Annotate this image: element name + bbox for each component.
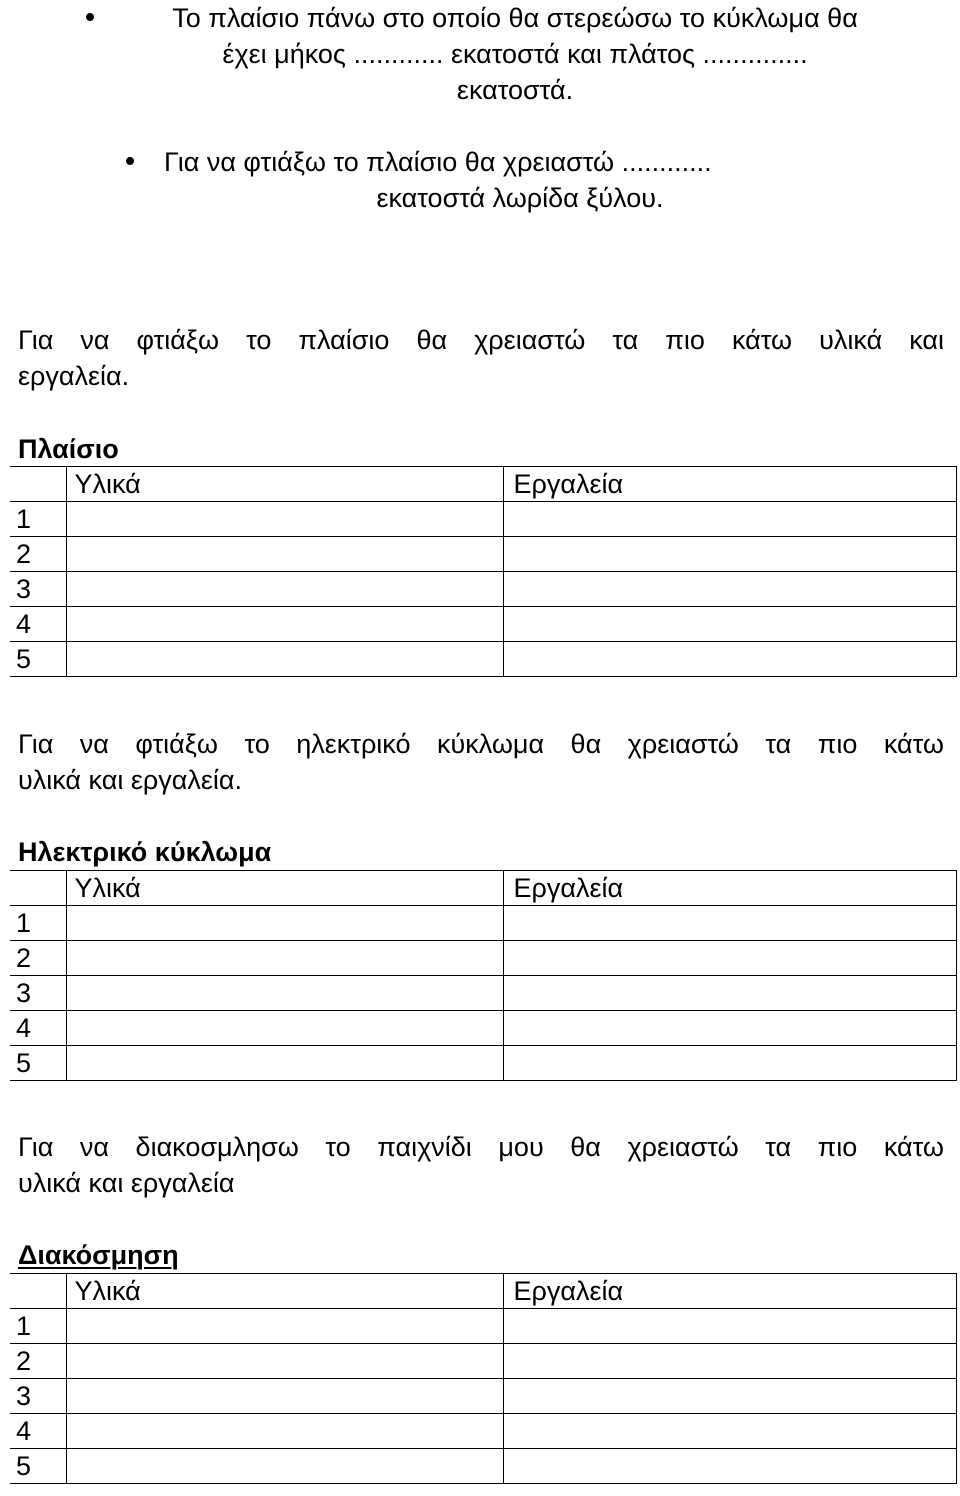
materials-cell[interactable] — [66, 1046, 503, 1081]
row-number: 3 — [10, 1379, 66, 1414]
row-number-header — [10, 871, 66, 906]
table-row — [10, 642, 956, 677]
table-row — [10, 1344, 956, 1379]
materials-cell[interactable] — [66, 1414, 503, 1449]
materials-header: Υλικά — [66, 871, 503, 906]
tools-cell[interactable] — [503, 1379, 956, 1414]
tools-cell[interactable] — [503, 1011, 956, 1046]
tools-cell[interactable] — [503, 537, 956, 572]
bullet-dot-icon — [126, 157, 134, 165]
paragraph-line: Για να διακοσμλησω το παιχνίδι μου θα χρειαστώ τα πιο κάτω — [18, 1132, 944, 1162]
materials-cell[interactable] — [66, 642, 503, 677]
circuit-materials-table — [10, 870, 957, 1081]
materials-cell[interactable] — [66, 537, 503, 572]
materials-cell[interactable] — [66, 502, 503, 537]
table-row — [10, 906, 956, 941]
tools-cell[interactable] — [503, 941, 956, 976]
table-header-row — [10, 467, 956, 502]
circuit-intro-paragraph — [18, 726, 944, 798]
table-row — [10, 1414, 956, 1449]
materials-cell[interactable] — [66, 572, 503, 607]
materials-cell[interactable] — [66, 976, 503, 1011]
materials-cell[interactable] — [66, 1011, 503, 1046]
tools-header: Εργαλεία — [503, 871, 956, 906]
table-row — [10, 1046, 956, 1081]
tools-cell[interactable] — [503, 642, 956, 677]
paragraph-line: εργαλεία. — [18, 361, 130, 391]
materials-cell[interactable] — [66, 941, 503, 976]
bullet-item-wood-strip — [160, 144, 880, 216]
table-row — [10, 537, 956, 572]
materials-cell[interactable] — [66, 607, 503, 642]
row-number: 5 — [10, 1046, 66, 1081]
tools-cell[interactable] — [503, 572, 956, 607]
bullet-dot-icon — [86, 13, 94, 21]
table-row — [10, 941, 956, 976]
bullet-line: Το πλαίσιο πάνω στο οποίο θα στερεώσω το κύκλωμα θα — [172, 3, 858, 33]
tools-cell[interactable] — [503, 1449, 956, 1484]
decoration-section-title: Διακόσμηση — [18, 1240, 179, 1270]
bullet-line: εκατοστά λωρίδα ξύλου. — [376, 183, 664, 213]
table-row — [10, 976, 956, 1011]
row-number: 3 — [10, 976, 66, 1011]
table-row — [10, 607, 956, 642]
table-row — [10, 1449, 956, 1484]
decoration-materials-table — [10, 1273, 957, 1484]
materials-header: Υλικά — [66, 1274, 503, 1309]
row-number: 5 — [10, 1449, 66, 1484]
row-number-header — [10, 1274, 66, 1309]
table-header-row — [10, 871, 956, 906]
paragraph-line: Για να φτιάξω το ηλεκτρικό κύκλωμα θα χρειαστώ τα πιο κάτω — [18, 729, 944, 759]
materials-cell[interactable] — [66, 1344, 503, 1379]
row-number-header — [10, 467, 66, 502]
tools-cell[interactable] — [503, 1344, 956, 1379]
tools-cell[interactable] — [503, 502, 956, 537]
row-number: 2 — [10, 941, 66, 976]
row-number: 1 — [10, 906, 66, 941]
tools-cell[interactable] — [503, 1414, 956, 1449]
paragraph-line: υλικά και εργαλεία — [18, 1168, 235, 1198]
materials-cell[interactable] — [66, 1379, 503, 1414]
row-number: 4 — [10, 1414, 66, 1449]
row-number: 2 — [10, 537, 66, 572]
tools-cell[interactable] — [503, 607, 956, 642]
row-number: 4 — [10, 607, 66, 642]
bullet-line: έχει μήκος ............ εκατοστά και πλάτος .............. — [222, 39, 808, 69]
materials-cell[interactable] — [66, 1449, 503, 1484]
row-number: 3 — [10, 572, 66, 607]
table-row — [10, 1309, 956, 1344]
frame-materials-table — [10, 466, 957, 677]
row-number: 4 — [10, 1011, 66, 1046]
bullet-line: Για να φτιάξω το πλαίσιο θα χρειαστώ ............ — [164, 147, 712, 177]
materials-header: Υλικά — [66, 467, 503, 502]
row-number: 1 — [10, 502, 66, 537]
table-row — [10, 502, 956, 537]
tools-cell[interactable] — [503, 976, 956, 1011]
tools-cell[interactable] — [503, 1309, 956, 1344]
tools-header: Εργαλεία — [503, 1274, 956, 1309]
bullet-item-frame-size — [120, 0, 910, 108]
frame-intro-paragraph — [18, 322, 944, 394]
table-header-row — [10, 1274, 956, 1309]
tools-cell[interactable] — [503, 906, 956, 941]
table-row — [10, 1379, 956, 1414]
row-number: 1 — [10, 1309, 66, 1344]
materials-cell[interactable] — [66, 1309, 503, 1344]
row-number: 2 — [10, 1344, 66, 1379]
decoration-intro-paragraph — [18, 1129, 944, 1201]
paragraph-line: Για να φτιάξω το πλαίσιο θα χρειαστώ τα πιο κάτω υλικά και — [18, 325, 944, 355]
materials-cell[interactable] — [66, 906, 503, 941]
tools-header: Εργαλεία — [503, 467, 956, 502]
bullet-line: εκατοστά. — [456, 75, 574, 105]
row-number: 5 — [10, 642, 66, 677]
table-row — [10, 572, 956, 607]
table-row — [10, 1011, 956, 1046]
tools-cell[interactable] — [503, 1046, 956, 1081]
frame-section-title: Πλαίσιο — [18, 434, 119, 464]
paragraph-line: υλικά και εργαλεία. — [18, 765, 242, 795]
circuit-section-title: Ηλεκτρικό κύκλωμα — [18, 837, 272, 867]
